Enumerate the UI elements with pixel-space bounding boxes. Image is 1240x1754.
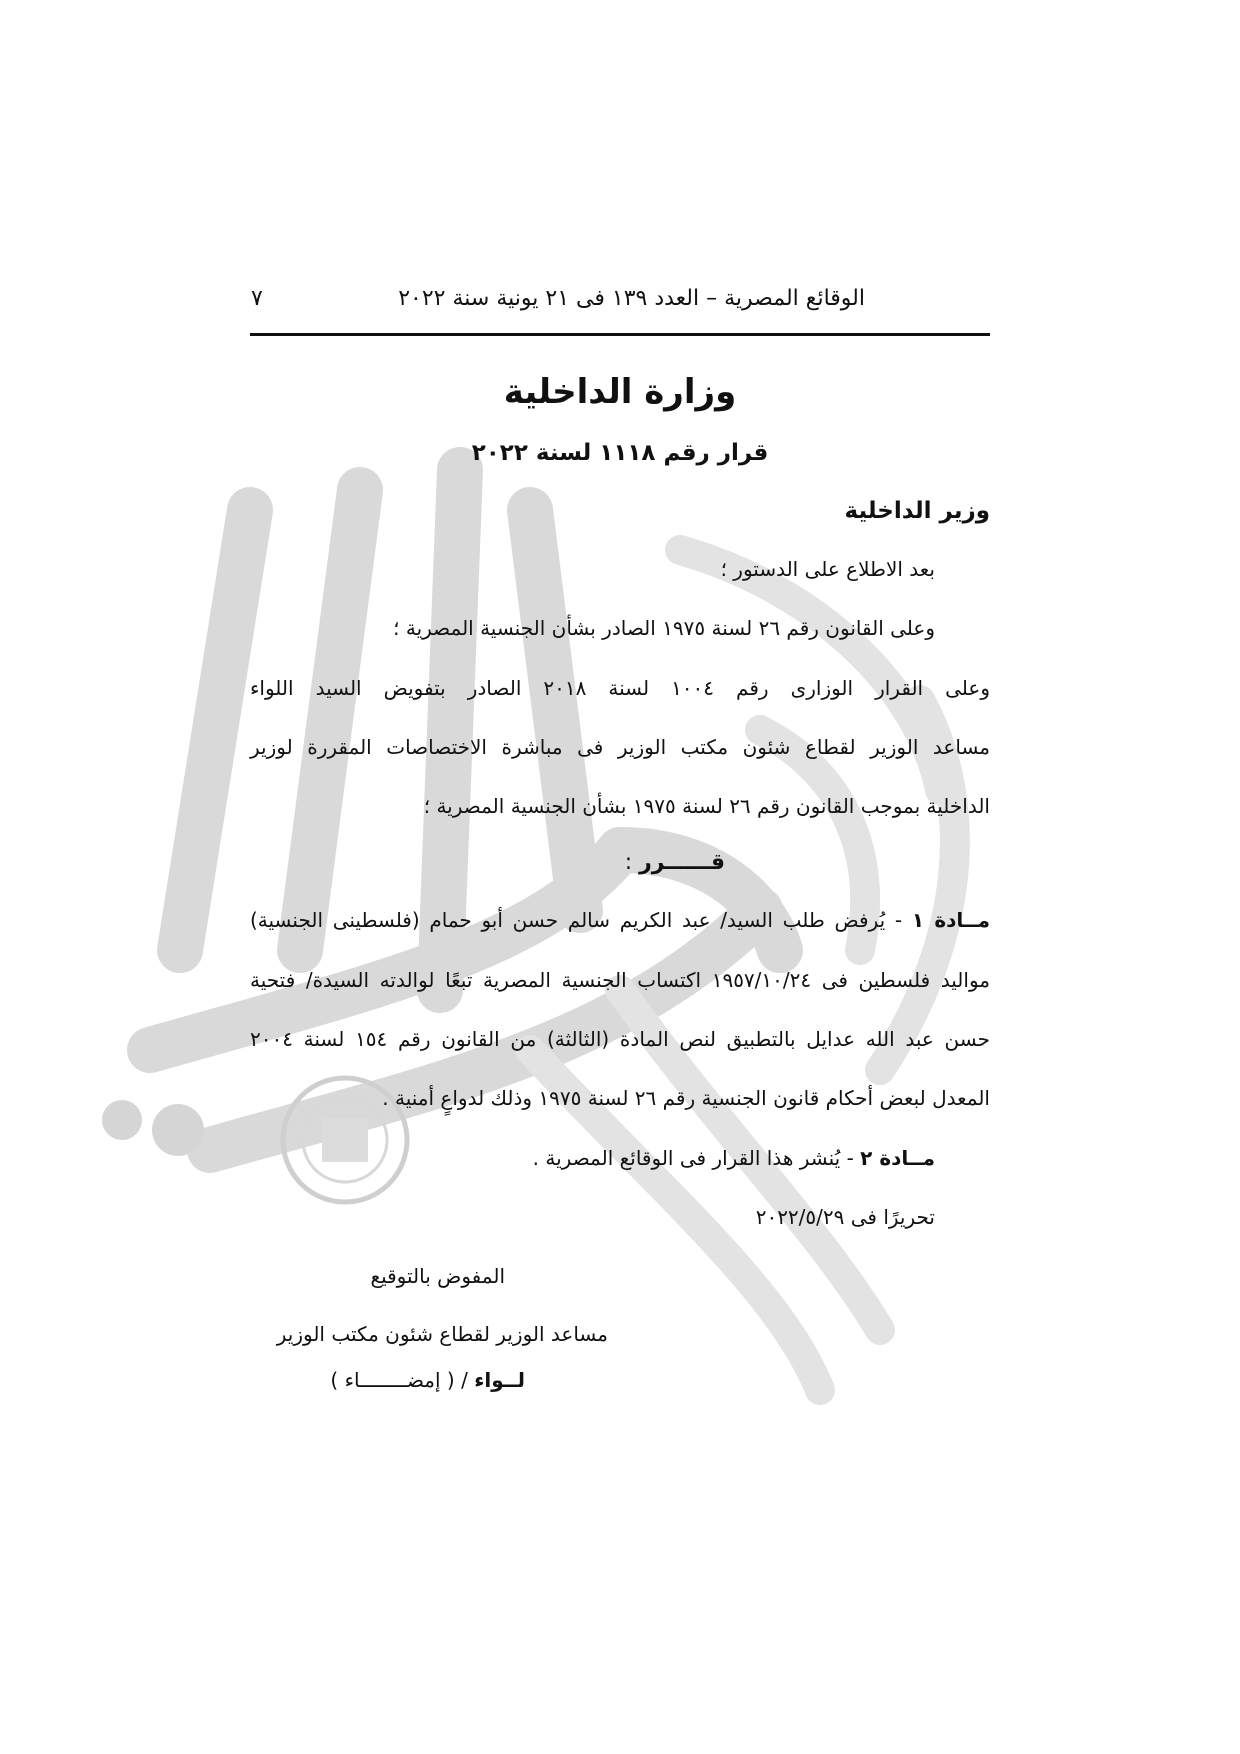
preamble-line: وعلى القانون رقم ٢٦ لسنة ١٩٧٥ الصادر بشأن الجنسية المصرية ؛ [393,616,935,640]
delegated-signatory: المفوض بالتوقيع [370,1264,505,1288]
article-1-text: - يُرفض طلب السيد/ عبد الكريم سالم حسن أبو حمام (فلسطينى الجنسية) [250,908,912,932]
ministry-title: وزارة الداخلية [503,372,737,412]
minister-heading: وزير الداخلية [844,498,990,524]
signature-placeholder: / ( إمضــــــــاء ) [330,1368,475,1392]
article-2-line [533,1146,935,1170]
article-1-line: المعدل لبعض أحكام قانون الجنسية رقم ٢٦ لسنة ١٩٧٥ وذلك لدواعٍ أمنية . [382,1086,990,1110]
signatory-rank: لــواء [474,1368,525,1392]
preamble-line: مساعد الوزير لقطاع شئون مكتب الوزير فى مباشرة الاختصاصات المقررة لوزير [250,735,990,759]
page-number: ٧ [251,286,263,311]
article-1-line: مواليد فلسطين فى ١٩٥٧/١٠/٢٤ اكتساب الجنسية المصرية تبعًا لوالدته السيدة/ فتحية [250,968,990,992]
article-2-text: - يُنشر هذا القرار فى الوقائع المصرية . [532,1146,861,1170]
gazette-header-title: الوقائع المصرية – العدد ١٣٩ فى ٢١ يونية سنة ٢٠٢٢ [398,286,865,311]
decided-colon: : [624,850,640,875]
preamble-line: الداخلية بموجب القانون رقم ٢٦ لسنة ١٩٧٥ بشأن الجنسية المصرية ؛ [423,794,990,818]
article-1-line: حسن عبد الله عدايل بالتطبيق لنص المادة (الثالثة) من القانون رقم ١٥٤ لسنة ٢٠٠٤ [250,1027,990,1051]
decided-keyword: قــــــرر [639,850,725,875]
decree-title: قرار رقم ١١١٨ لسنة ٢٠٢٢ [471,440,769,466]
signatory-position: مساعد الوزير لقطاع شئون مكتب الوزير [276,1322,608,1346]
article-2-label: مــادة ٢ [860,1146,935,1170]
issue-date: تحريرًا فى ٢٠٢٢/٥/٢٩ [755,1205,935,1229]
article-1-line [250,908,990,932]
header-divider [250,333,990,336]
preamble-line: بعد الاطلاع على الدستور ؛ [720,557,935,581]
preamble-line: وعلى القرار الوزارى رقم ١٠٠٤ لسنة ٢٠١٨ الصادر بتفويض السيد اللواء [250,676,990,700]
article-1-label: مــادة ١ [911,908,990,932]
signature-line [330,1368,525,1392]
decided-heading [625,850,725,875]
